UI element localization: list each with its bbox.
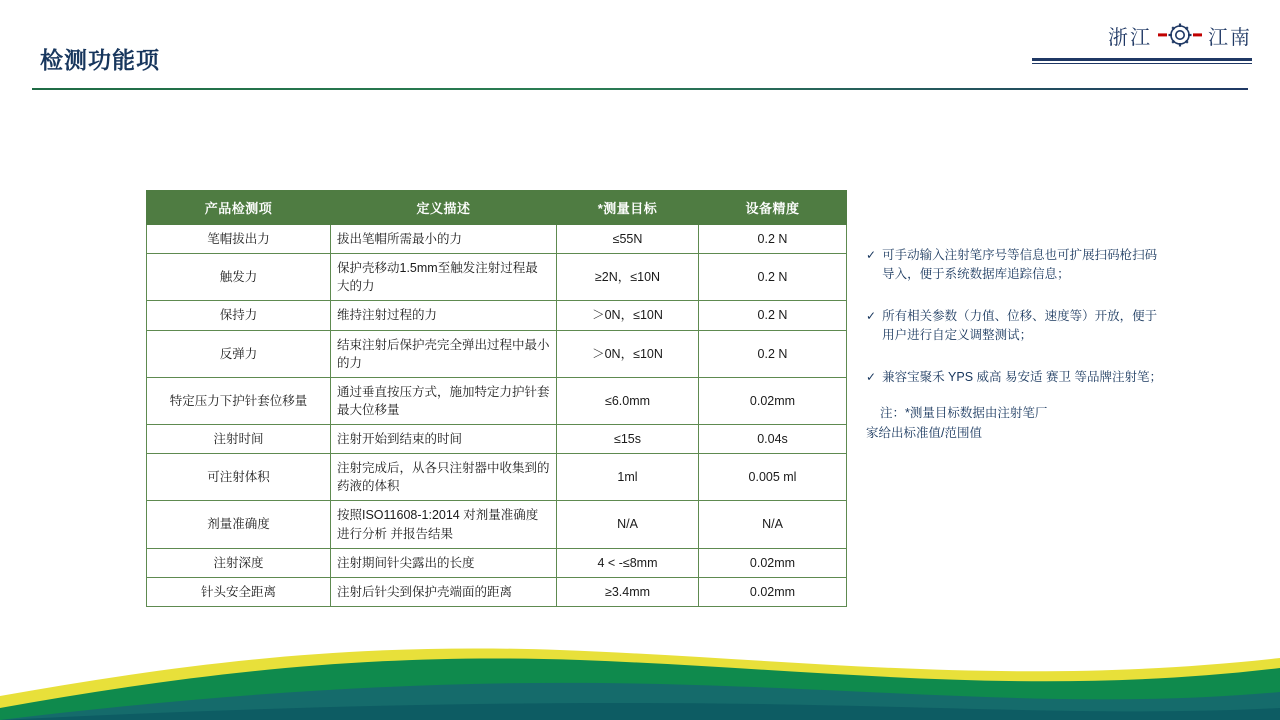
cell-definition: 注射期间针尖露出的长度 bbox=[331, 548, 557, 577]
cell-precision: N/A bbox=[699, 501, 847, 548]
footnote bbox=[866, 403, 1162, 443]
table-row bbox=[147, 548, 847, 577]
table-row bbox=[147, 501, 847, 548]
cell-test-item: 注射深度 bbox=[147, 548, 331, 577]
cell-definition: 保护壳移动1.5mm至触发注射过程最大的力 bbox=[331, 254, 557, 301]
cell-definition: 注射后针尖到保护壳端面的距离 bbox=[331, 577, 557, 606]
list-item bbox=[866, 368, 1162, 387]
cell-measure-target: ＞0N，≤10N bbox=[557, 301, 699, 330]
list-item bbox=[866, 307, 1162, 346]
cell-test-item: 笔帽拔出力 bbox=[147, 225, 331, 254]
cell-test-item: 触发力 bbox=[147, 254, 331, 301]
cell-test-item: 保持力 bbox=[147, 301, 331, 330]
cell-precision: 0.2 N bbox=[699, 254, 847, 301]
check-icon: ✓ bbox=[866, 248, 877, 262]
list-item bbox=[866, 246, 1162, 285]
notes-panel bbox=[866, 246, 1162, 443]
cell-test-item: 注射时间 bbox=[147, 425, 331, 454]
cell-measure-target: ≥3.4mm bbox=[557, 577, 699, 606]
table-row bbox=[147, 225, 847, 254]
cell-measure-target: ≤6.0mm bbox=[557, 377, 699, 424]
column-header-target: *测量目标 bbox=[557, 191, 699, 225]
column-header-desc: 定义描述 bbox=[331, 191, 557, 225]
table-row bbox=[147, 254, 847, 301]
table-row bbox=[147, 425, 847, 454]
page-title: 检测功能项 bbox=[40, 47, 160, 73]
note-text: 可手动输入注射笔序号等信息也可扩展扫码枪扫码导入，便于系统数据库追踪信息； bbox=[882, 248, 1158, 282]
cell-definition: 注射开始到结束的时间 bbox=[331, 425, 557, 454]
table-row bbox=[147, 377, 847, 424]
cell-measure-target: ≥2N，≤10N bbox=[557, 254, 699, 301]
cell-test-item: 可注射体积 bbox=[147, 454, 331, 501]
spec-table-container bbox=[146, 190, 846, 607]
note-text: 兼容宝聚禾 YPS 威高 易安适 赛卫 等品牌注射笔； bbox=[882, 369, 1162, 384]
logo-underline-thick bbox=[1032, 58, 1252, 61]
cell-definition: 注射完成后，从各只注射器中收集到的药液的体积 bbox=[331, 454, 557, 501]
logo-right-text: 江南 bbox=[1208, 24, 1252, 49]
cell-precision: 0.02mm bbox=[699, 577, 847, 606]
footnote-line-2: 家给出标准值/范围值 bbox=[866, 425, 982, 440]
logo-underline-thin bbox=[1032, 63, 1252, 64]
note-text: 所有相关参数（力值、位移、速度等）开放，便于用户进行自定义调整测试； bbox=[882, 308, 1158, 343]
cell-precision: 0.2 N bbox=[699, 225, 847, 254]
cell-measure-target: ＞0N，≤10N bbox=[557, 330, 699, 377]
logo-left-text: 浙江 bbox=[1108, 24, 1152, 49]
cell-precision: 0.02mm bbox=[699, 377, 847, 424]
cell-measure-target: ≤15s bbox=[557, 425, 699, 454]
cell-test-item: 特定压力下护针套位移量 bbox=[147, 377, 331, 424]
column-header-name: 产品检测项 bbox=[147, 191, 331, 225]
decorative-ribbon bbox=[0, 580, 1280, 720]
cell-precision: 0.02mm bbox=[699, 548, 847, 577]
cell-precision: 0.04s bbox=[699, 425, 847, 454]
cell-test-item: 反弹力 bbox=[147, 330, 331, 377]
table-row bbox=[147, 454, 847, 501]
cell-measure-target: N/A bbox=[557, 501, 699, 548]
table-header-row bbox=[147, 191, 847, 225]
spec-table bbox=[146, 190, 847, 607]
table-row bbox=[147, 301, 847, 330]
cell-measure-target: 1ml bbox=[557, 454, 699, 501]
company-logo bbox=[1108, 20, 1252, 50]
gear-logo-icon bbox=[1158, 20, 1202, 50]
cell-measure-target: ≤55N bbox=[557, 225, 699, 254]
cell-measure-target: 4 < -≤8mm bbox=[557, 548, 699, 577]
cell-precision: 0.2 N bbox=[699, 330, 847, 377]
cell-precision: 0.2 N bbox=[699, 301, 847, 330]
table-row bbox=[147, 330, 847, 377]
footnote-line-1: 注：*测量目标数据由注射笔厂 bbox=[880, 405, 1048, 420]
cell-test-item: 针头安全距离 bbox=[147, 577, 331, 606]
cell-test-item: 剂量准确度 bbox=[147, 501, 331, 548]
check-icon: ✓ bbox=[866, 308, 877, 323]
cell-definition: 按照ISO11608-1:2014 对剂量准确度进行分析 并报告结果 bbox=[331, 501, 557, 548]
cell-definition: 结束注射后保护壳完全弹出过程中最小的力 bbox=[331, 330, 557, 377]
title-divider bbox=[32, 88, 1248, 90]
cell-definition: 维持注射过程的力 bbox=[331, 301, 557, 330]
column-header-precision: 设备精度 bbox=[699, 191, 847, 225]
cell-definition: 拔出笔帽所需最小的力 bbox=[331, 225, 557, 254]
cell-precision: 0.005 ml bbox=[699, 454, 847, 501]
cell-definition: 通过垂直按压方式，施加特定力护针套最大位移量 bbox=[331, 377, 557, 424]
check-icon: ✓ bbox=[866, 369, 877, 384]
